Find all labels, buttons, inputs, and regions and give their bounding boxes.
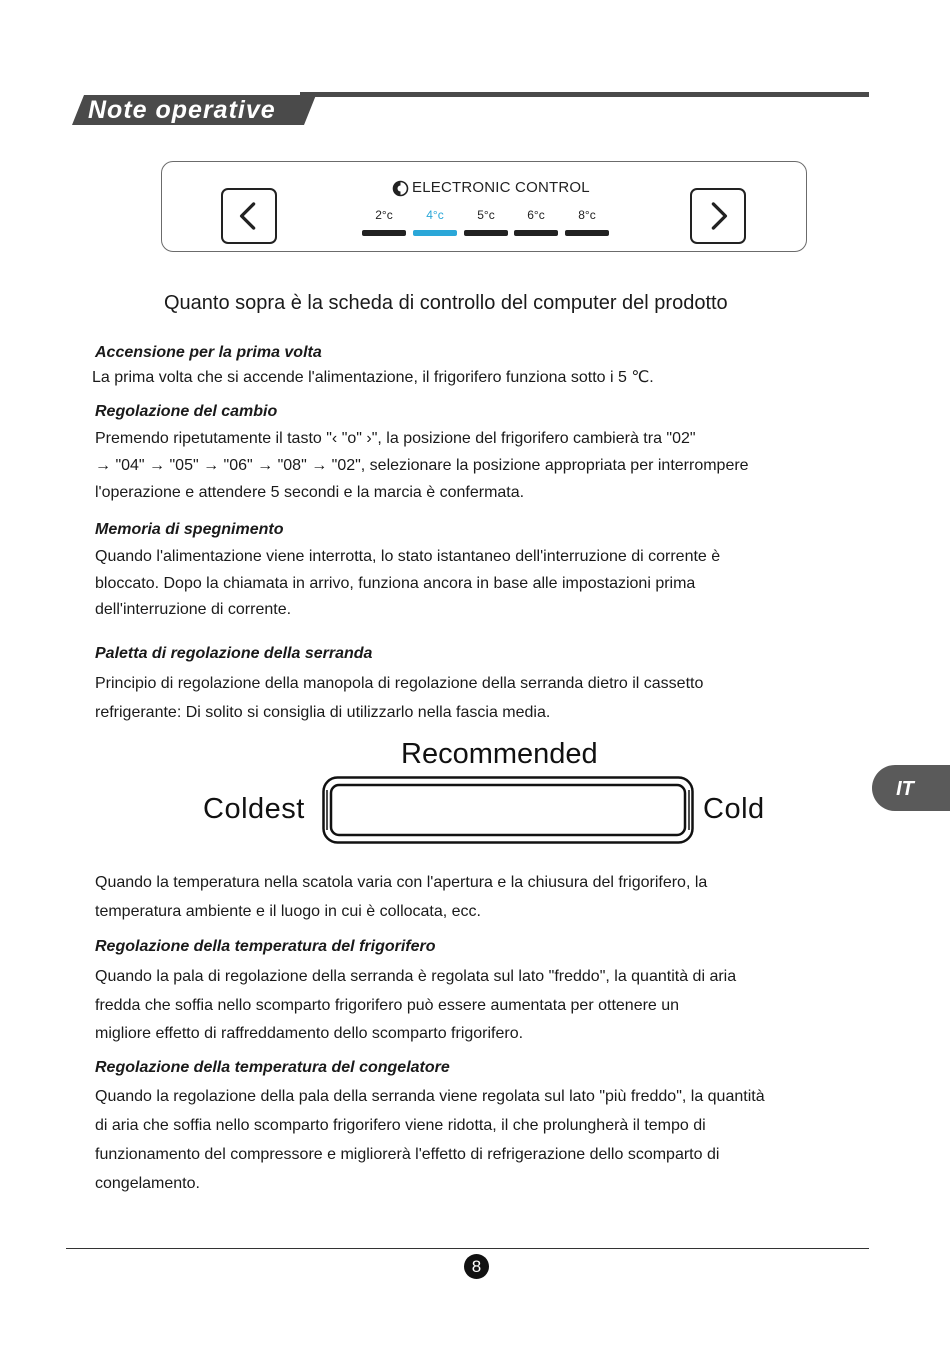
temp-label: 6°c — [527, 208, 545, 222]
paragraph-line: migliore effetto di raffreddamento dello scomparto frigorifero. — [95, 1025, 524, 1042]
language-tab-label: IT — [896, 778, 914, 800]
paragraph-line: Quando l'alimentazione viene interrotta, lo stato istantaneo dell'interruzione di corrente è — [95, 548, 721, 565]
paragraph-line: congelamento. — [95, 1175, 200, 1192]
paragraph-line: temperatura ambiente e il luogo in cui è collocata, ecc. — [95, 903, 481, 920]
electronic-control-icon — [392, 180, 409, 197]
section-heading: Regolazione della temperatura del congelatore — [95, 1059, 450, 1076]
page-number: 8 — [471, 1257, 482, 1276]
paragraph-line: → "04" → "05" → "06" → "08" → "02", selezionare la posizione appropriata per interrompere — [95, 457, 749, 474]
page-title: Note operative — [88, 96, 276, 124]
paragraph-line: Quando la pala di regolazione della serranda è regolata sul lato "freddo", la quantità di aria — [95, 968, 737, 985]
recommended-label: Recommended — [401, 738, 598, 770]
paragraph-line: dell'interruzione di corrente. — [95, 601, 292, 618]
temp-bar — [514, 230, 558, 236]
coldest-label: Coldest — [203, 793, 305, 825]
temp-label: 8°c — [578, 208, 596, 222]
temp-label: 2°c — [375, 208, 393, 222]
paragraph-line: refrigerante: Di solito si consiglia di utilizzarlo nella fascia media. — [95, 704, 551, 721]
temp-bar — [565, 230, 609, 236]
left-arrow-button — [221, 188, 277, 244]
temp-bar — [464, 230, 508, 236]
paragraph-line: fredda che soffia nello scomparto frigorifero può essere aumentata per ottenere un — [95, 997, 680, 1014]
temp-bar-active — [413, 230, 457, 236]
section-heading: Paletta di regolazione della serranda — [95, 645, 373, 662]
footer-rule — [66, 1248, 869, 1249]
section-heading: Regolazione del cambio — [95, 403, 278, 420]
damper-scale-slot — [322, 776, 694, 844]
paragraph-line: l'operazione e attendere 5 secondi e la marcia è confermata. — [95, 484, 525, 501]
chevron-right-icon — [692, 190, 744, 242]
paragraph-line: Quando la temperatura nella scatola varia con l'apertura e la chiusura del frigorifero, la — [95, 874, 708, 891]
paragraph-line: bloccato. Dopo la chiamata in arrivo, funziona ancora in base alle impostazioni prima — [95, 575, 696, 592]
chevron-left-icon — [223, 190, 275, 242]
temp-bar — [362, 230, 406, 236]
right-arrow-button — [690, 188, 746, 244]
paragraph-line: funzionamento del compressore e migliorerà l'effetto di refrigerazione dello scomparto di — [95, 1146, 720, 1163]
paragraph-line: Principio di regolazione della manopola di regolazione della serranda dietro il cassetto — [95, 675, 704, 692]
electronic-control-label: ELECTRONIC CONTROL — [412, 179, 590, 196]
section-heading: Memoria di spegnimento — [95, 521, 284, 538]
paragraph-line: Premendo ripetutamente il tasto "‹ "o" ›", la posizione del frigorifero cambierà tra "02" — [95, 430, 696, 447]
temp-label-active: 4°c — [426, 208, 444, 222]
header-rule — [300, 92, 869, 97]
section-heading: Regolazione della temperatura del frigorifero — [95, 938, 436, 955]
section-heading: Accensione per la prima volta — [95, 344, 322, 361]
paragraph-line: Quando la regolazione della pala della serranda viene regolata sul lato "più freddo", la quantità — [95, 1088, 765, 1105]
cold-label: Cold — [703, 793, 765, 825]
paragraph-line: di aria che soffia nello scomparto frigorifero viene ridotta, il che prolungherà il tempo di — [95, 1117, 706, 1134]
paragraph-line: La prima volta che si accende l'alimentazione, il frigorifero funziona sotto i 5 ℃. — [92, 369, 654, 386]
temp-label: 5°c — [477, 208, 495, 222]
panel-caption: Quanto sopra è la scheda di controllo del computer del prodotto — [164, 292, 728, 314]
